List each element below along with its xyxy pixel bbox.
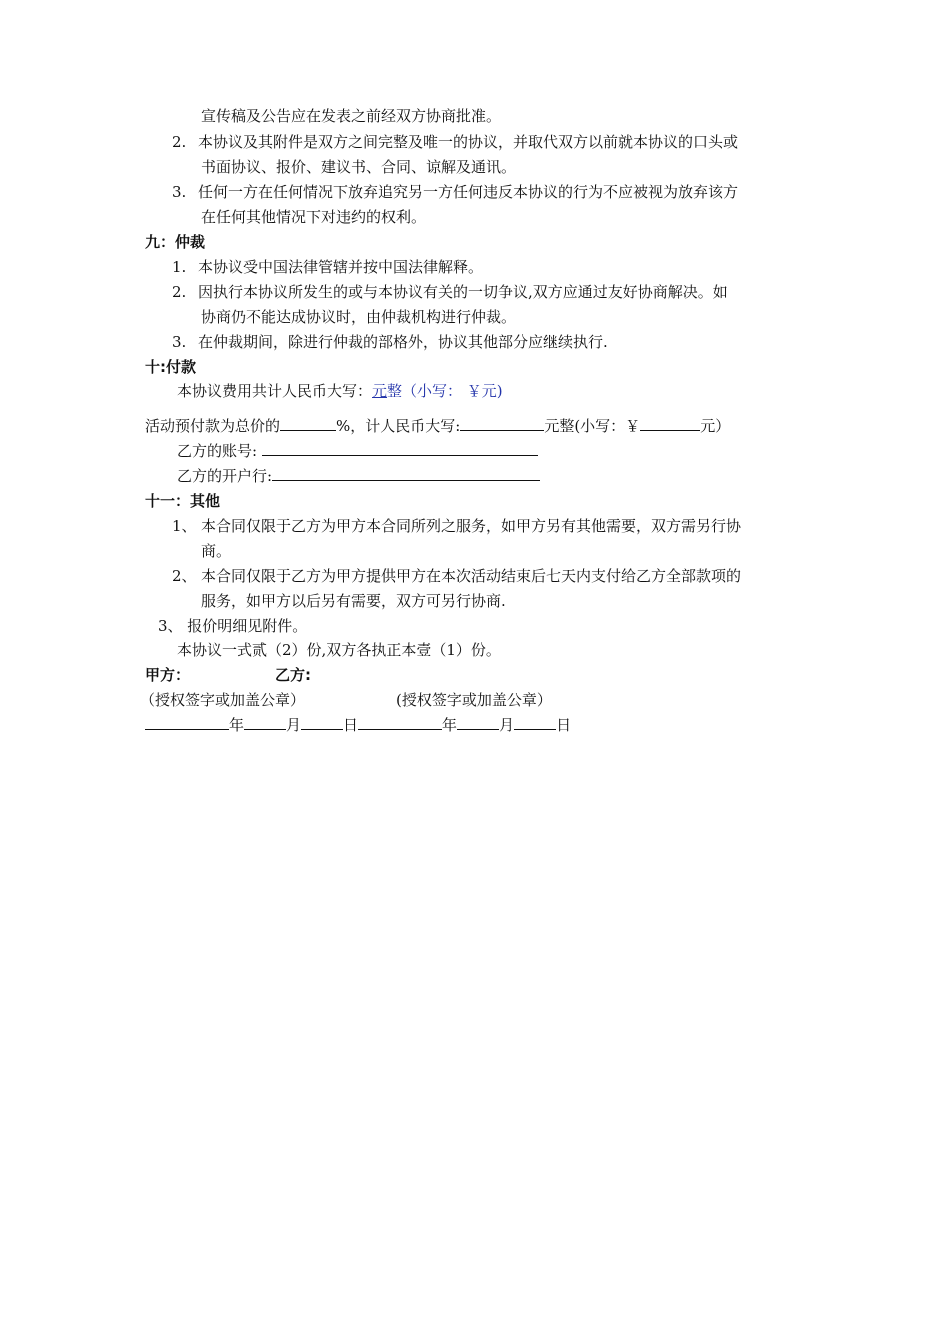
month-label: 月 [499, 716, 515, 734]
prepay-label-b: %，计人民币大写: [336, 417, 461, 435]
list-text: 本合同仅限于乙方为甲方提供甲方在本次活动结束后七天内支付给乙方全部款项的 [201, 567, 742, 585]
party-b-label: 乙方: [275, 666, 311, 684]
prepay-label-d: 元） [700, 417, 731, 435]
list-text: 本合同仅限于乙方为甲方本合同所列之服务，如甲方另有其他需要，双方需另行协 [201, 517, 742, 535]
fee-link[interactable]: 元 [372, 382, 388, 400]
month-label: 月 [286, 716, 302, 734]
amount-number-blank[interactable] [640, 416, 700, 431]
party-b-month-blank[interactable] [457, 715, 499, 730]
section9-item1 [172, 257, 483, 277]
section11-heading: 十一：其他 [145, 492, 221, 510]
bank-label: 乙方的开户行: [177, 467, 273, 485]
account-line [177, 441, 538, 461]
fee-suffix: 整（小写： ￥元) [387, 382, 503, 400]
party-b-day-blank[interactable] [514, 715, 556, 730]
section8-item3-line2: 在任何其他情况下对违约的权利。 [201, 208, 427, 226]
list-text: 在仲裁期间，除进行仲裁的部格外，协议其他部分应继续执行. [198, 333, 608, 351]
list-text: 本协议受中国法律管辖并按中国法律解释。 [198, 258, 484, 276]
account-label: 乙方的账号: [177, 442, 262, 460]
prepay-label-c: 元整(小写：￥ [544, 417, 641, 435]
list-number: 2. [172, 283, 187, 301]
amount-words-blank[interactable] [460, 416, 544, 431]
section8-item3 [172, 182, 738, 202]
prepayment-line [145, 416, 730, 436]
list-number: 2. [172, 133, 187, 151]
section11-item1-line2: 商。 [201, 542, 232, 560]
party-a-month-blank[interactable] [244, 715, 286, 730]
section9-item3 [172, 332, 608, 352]
list-text: 因执行本协议所发生的或与本协议有关的一切争议,双方应通过友好协商解决。如 [198, 283, 728, 301]
section11-item3: 3、 报价明细见附件。 [158, 617, 308, 635]
date-line [145, 715, 571, 735]
prepay-label-a: 活动预付款为总价的 [145, 417, 281, 435]
bank-blank[interactable] [272, 466, 540, 481]
list-text: 任何一方在任何情况下放弃追究另一方任何违反本协议的行为不应被视为放弃该方 [198, 183, 739, 201]
list-number: 2、 [172, 567, 197, 585]
day-label: 日 [343, 716, 359, 734]
party-a-label: 甲方： [145, 666, 191, 684]
section8-item2-line2: 书面协议、报价、建议书、合同、谅解及通讯。 [201, 158, 517, 176]
section10-heading: 十:付款 [145, 358, 196, 376]
account-blank[interactable] [262, 441, 538, 456]
list-number: 3. [172, 333, 187, 351]
party-a-sign-note: （授权签字或加盖公章） [140, 691, 306, 709]
section9-item2-line2: 协商仍不能达成协议时，由仲裁机构进行仲裁。 [201, 308, 517, 326]
percent-blank[interactable] [280, 416, 336, 431]
year-label: 年 [229, 716, 245, 734]
section8-item1-continuation: 宣传稿及公告应在发表之前经双方协商批准。 [201, 107, 502, 125]
copies-line: 本协议一式贰（2）份,双方各执正本壹（1）份。 [177, 641, 501, 659]
party-b-sign-note: (授权签字或加盖公章） [396, 691, 552, 709]
fee-line [177, 381, 503, 401]
day-label: 日 [556, 716, 572, 734]
party-a-day-blank[interactable] [301, 715, 343, 730]
list-number: 1、 [172, 517, 197, 535]
section11-item2-line2: 服务，如甲方以后另有需要，双方可另行协商. [201, 592, 506, 610]
year-label: 年 [442, 716, 458, 734]
fee-prefix: 本协议费用共计人民币大写： [177, 382, 373, 400]
party-b-year-blank[interactable] [358, 715, 442, 730]
section11-item2 [172, 566, 741, 586]
section8-item2 [172, 132, 738, 152]
bank-line [177, 466, 540, 486]
list-number: 3. [172, 183, 187, 201]
list-number: 1. [172, 258, 187, 276]
section9-item2 [172, 282, 728, 302]
list-text: 本协议及其附件是双方之间完整及唯一的协议，并取代双方以前就本协议的口头或 [198, 133, 739, 151]
section9-heading: 九：仲裁 [145, 233, 206, 251]
party-a-year-blank[interactable] [145, 715, 229, 730]
section11-item1 [172, 516, 741, 536]
